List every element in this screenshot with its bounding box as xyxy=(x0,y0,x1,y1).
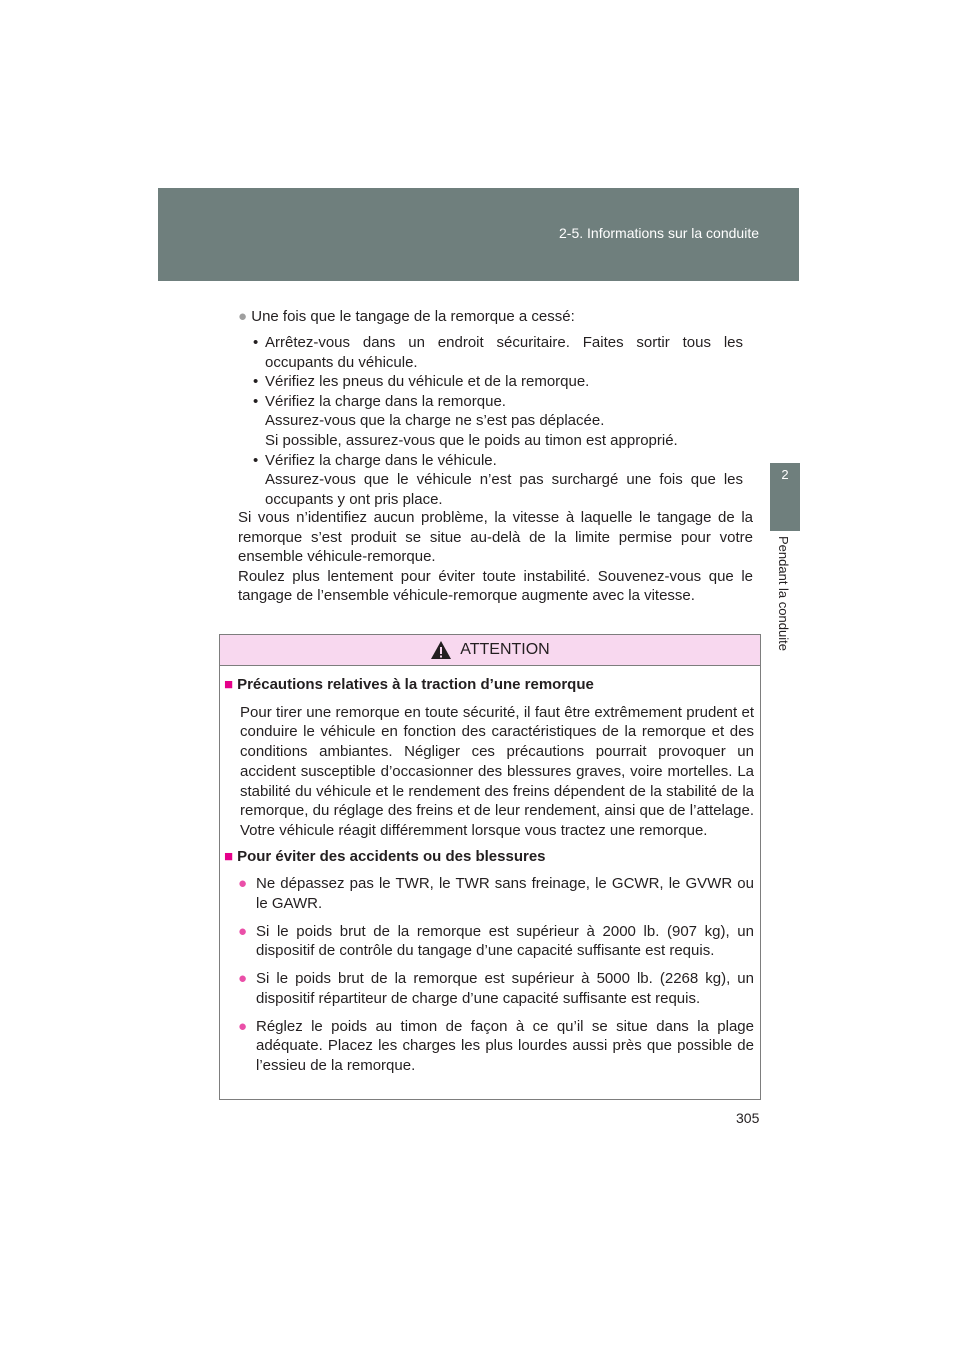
chapter-tab xyxy=(770,463,800,531)
list-item-detail: Si possible, assurez-vous que le poids au timon est approprié. xyxy=(265,431,678,449)
paragraph: Roulez plus lentement pour éviter toute instabilité. Souvenez-vous que le tangage de l’ensemble véhicule-remorque augmente avec la vitesse. xyxy=(238,567,753,605)
section-text: Pour tirer une remorque en toute sécurité, il faut être extrêmement prudent et conduire le véhicule en fonction des caractéristiques de la remorque et des conditions ambiantes. Négliger ces précautions pourrait provoquer un accident susceptible d’occasionner des blessures graves, voire mortelles. La stabilité du véhicule et le rendement des freins dépendent de la stabilité de la remorque, du réglage des freins et de leur rendement, ainsi que de l’attelage. Votre véhicule réagit différemment lorsque vous tractez une remorque. xyxy=(240,703,754,839)
list-item-text: Vérifiez la charge dans la remorque. xyxy=(265,392,506,410)
list-item xyxy=(253,333,743,372)
list-item-text: Vérifiez la charge dans le véhicule. xyxy=(265,451,497,469)
list-item xyxy=(238,1017,754,1076)
bullet-dot-icon: ● xyxy=(238,922,248,940)
square-bullet-icon: ■ xyxy=(224,676,234,693)
bullet-mark: • xyxy=(253,451,259,469)
intro-bullet xyxy=(238,308,575,325)
bullet-dot-icon: ● xyxy=(238,875,248,893)
chapter-header xyxy=(158,188,799,281)
bullet-mark: • xyxy=(253,373,259,391)
list-item-text: Réglez le poids au timon de façon à ce qu’il se situe dans la plage adéquate. Placez les charges les plus lourdes aussi près que possible de l’essieu de la remorque. xyxy=(256,1017,754,1074)
list-item xyxy=(238,922,754,961)
page-number: 305 xyxy=(736,1110,760,1126)
list-item-text: Vérifiez les pneus du véhicule et de la remorque. xyxy=(265,373,590,391)
list-item xyxy=(253,372,743,392)
section-heading-text: Pour éviter des accidents ou des blessures xyxy=(237,847,546,865)
list-item xyxy=(253,392,743,451)
list-item-detail: Assurez-vous que la charge ne s’est pas déplacée. xyxy=(265,412,605,430)
intro-bullet-text: Une fois que le tangage de la remorque a cessé: xyxy=(251,308,575,325)
section-heading-text: Précautions relatives à la traction d’une remorque xyxy=(237,676,594,693)
section-heading xyxy=(224,675,760,695)
attention-title: ATTENTION xyxy=(460,641,550,658)
chapter-number: 2 xyxy=(781,467,789,482)
square-bullet-icon: ■ xyxy=(224,847,234,865)
list-item xyxy=(238,969,754,1008)
list-item-text: Ne dépassez pas le TWR, le TWR sans freinage, le GCWR, le GVWR ou le GAWR. xyxy=(256,875,754,913)
bullet-mark: • xyxy=(253,392,259,410)
bullet-dot-icon: ● xyxy=(238,970,248,988)
bullet-mark: • xyxy=(253,334,259,351)
attention-content xyxy=(220,675,760,1076)
paragraph: Si vous n’identifiez aucun problème, la vitesse à laquelle le tangage de la remorque s’est produit se situe au-delà de la limite permise pour votre ensemble véhicule-remorque. xyxy=(238,509,753,566)
list-item xyxy=(238,874,754,913)
section-heading xyxy=(224,847,760,867)
bullet-dot-icon: ● xyxy=(238,308,248,325)
list-item-detail: Assurez-vous que le véhicule n’est pas surchargé une fois que les occupants y ont pris place. xyxy=(265,471,743,508)
body-paragraphs xyxy=(238,508,753,606)
list-item-text: Si le poids brut de la remorque est supérieur à 5000 lb. (2268 kg), un dispositif répartiteur de charge d’une capacité suffisante est requis. xyxy=(256,970,754,1007)
list-item xyxy=(253,451,743,510)
warning-icon xyxy=(430,640,452,660)
list-item-text: Arrêtez-vous dans un endroit sécuritaire. Faites sortir tous les occupants du véhicule. xyxy=(265,334,743,371)
attention-header xyxy=(220,635,760,666)
list-item-text: Si le poids brut de la remorque est supérieur à 2000 lb. (907 kg), un dispositif de contrôle du tangage d’une capacité suffisante est requis. xyxy=(256,922,754,960)
bullet-dot-icon: ● xyxy=(238,1017,248,1035)
header-title: 2-5. Informations sur la conduite xyxy=(559,225,759,241)
check-list xyxy=(253,333,743,509)
attention-box xyxy=(219,634,761,1100)
chapter-label: Pendant la conduite xyxy=(776,536,791,651)
